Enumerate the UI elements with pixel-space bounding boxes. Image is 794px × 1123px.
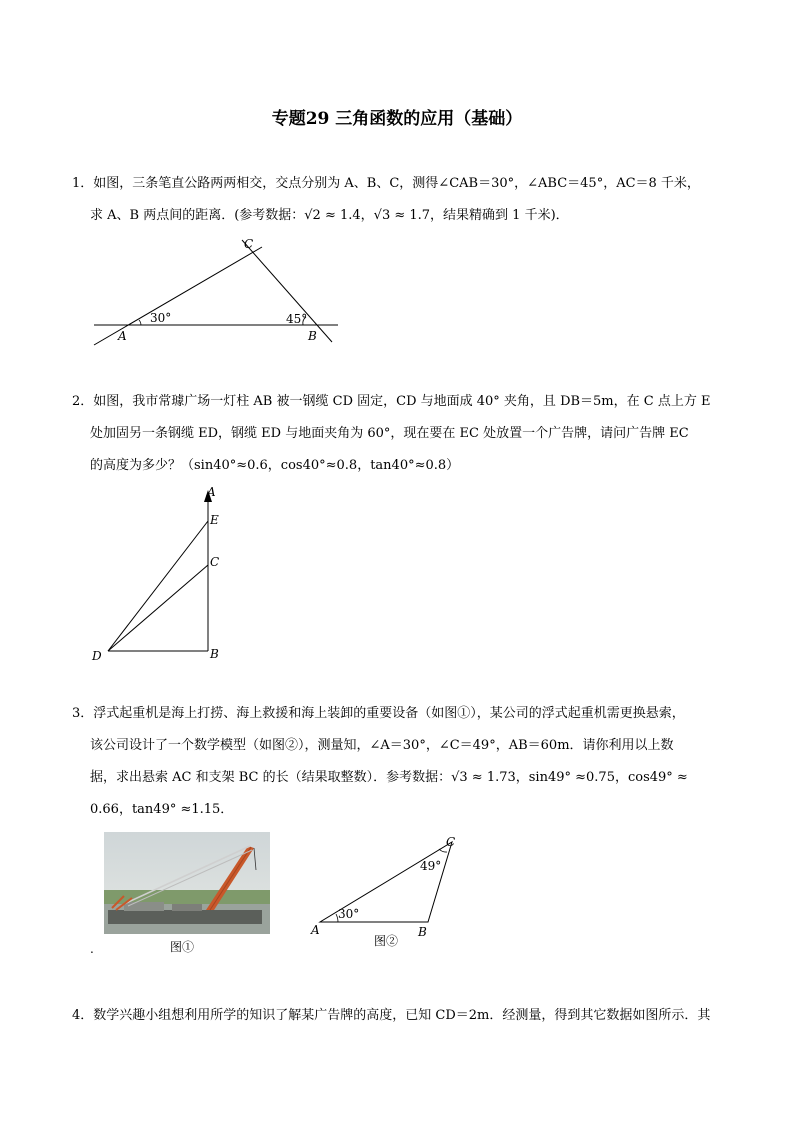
figure-2-caption: 图② xyxy=(374,934,399,948)
angle-b-label: 45° xyxy=(286,312,308,326)
point-a-label: A xyxy=(311,923,320,937)
figure-2-lamp-post xyxy=(88,484,238,666)
point-c-label: C xyxy=(244,237,254,251)
list-dot: . xyxy=(90,942,94,956)
point-c-label: C xyxy=(210,555,220,569)
question-4-line-1 xyxy=(72,1000,732,1032)
question-number: 2． xyxy=(72,394,94,409)
question-text: 数学兴趣小组想利用所学的知识了解某广告牌的高度，已知 CD＝2m．经测量，得到其它数据如图所示．其 xyxy=(93,1008,711,1023)
question-number: 1． xyxy=(72,176,94,191)
question-2-line-1 xyxy=(72,386,732,418)
question-3-line-4: 0.66，tan49° ≈1.15． xyxy=(90,802,234,817)
question-text: 如图，我市常璩广场一灯柱 AB 被一钢缆 CD 固定，CD 与地面成 40° 夹角，且 DB＝5m，在 C 点上方 E xyxy=(93,394,711,409)
point-c-label: C xyxy=(446,835,456,849)
question-number: 3． xyxy=(72,706,94,721)
cable-dc xyxy=(108,565,208,651)
point-e-label: E xyxy=(210,513,219,527)
point-d-label: D xyxy=(92,649,102,663)
question-number: 4． xyxy=(72,1008,94,1023)
question-4 xyxy=(72,1000,732,1032)
figure-2-triangle xyxy=(306,830,466,940)
cable-de xyxy=(108,521,208,651)
angle-c-label: 49° xyxy=(420,859,442,873)
question-3-line-3: 据，求出悬索 AC 和支架 BC 的长（结果取整数）．参考数据：√3 ≈ 1.73，sin49° ≈0.75，cos49° ≈ xyxy=(90,770,688,785)
question-3 xyxy=(72,698,732,826)
question-2-line-3: 的高度为多少？（sin40°≈0.6，cos40°≈0.8，tan40°≈0.8） xyxy=(90,458,460,473)
question-3-line-1 xyxy=(72,698,732,730)
question-1 xyxy=(72,168,732,232)
point-a-label: A xyxy=(207,485,216,499)
angle-a-arc xyxy=(139,320,141,325)
road-bc xyxy=(242,240,332,342)
question-text: 浮式起重机是海上打捞、海上救援和海上装卸的重要设备（如图①），某公司的浮式起重机需更换悬索， xyxy=(93,706,685,721)
question-text: 如图，三条笔直公路两两相交，交点分别为 A、B、C，测得∠CAB＝30°，∠ABC＝45°，AC＝8 千米， xyxy=(93,176,700,191)
figure-1-caption: 图① xyxy=(170,940,195,954)
question-1-line-2: 求 A、B 两点间的距离．(参考数据：√2 ≈ 1.4，√3 ≈ 1.7，结果精确到 1 千米)． xyxy=(90,208,569,223)
point-b-label: B xyxy=(308,329,317,343)
point-b-label: B xyxy=(418,925,427,939)
question-2 xyxy=(72,386,732,482)
page-title: 专题29 三角函数的应用（基础） xyxy=(271,109,523,129)
angle-a-label: 30° xyxy=(150,311,172,325)
crane-illustration xyxy=(104,832,270,934)
question-3-line-2: 该公司设计了一个数学模型（如图②），测量知，∠A＝30°，∠C＝49°，AB＝60m．请你利用以上数 xyxy=(90,738,674,753)
question-2-line-2: 处加固另一条钢缆 ED，钢缆 ED 与地面夹角为 60°，现在要在 EC 处放置一个广告牌，请问广告牌 EC xyxy=(90,426,689,441)
crane-photo xyxy=(104,832,270,934)
figure-1-roads xyxy=(86,232,346,348)
question-1-line-1 xyxy=(72,168,732,200)
angle-a-label: 30° xyxy=(338,907,360,921)
point-a-label: A xyxy=(118,329,127,343)
point-b-label: B xyxy=(210,647,219,661)
